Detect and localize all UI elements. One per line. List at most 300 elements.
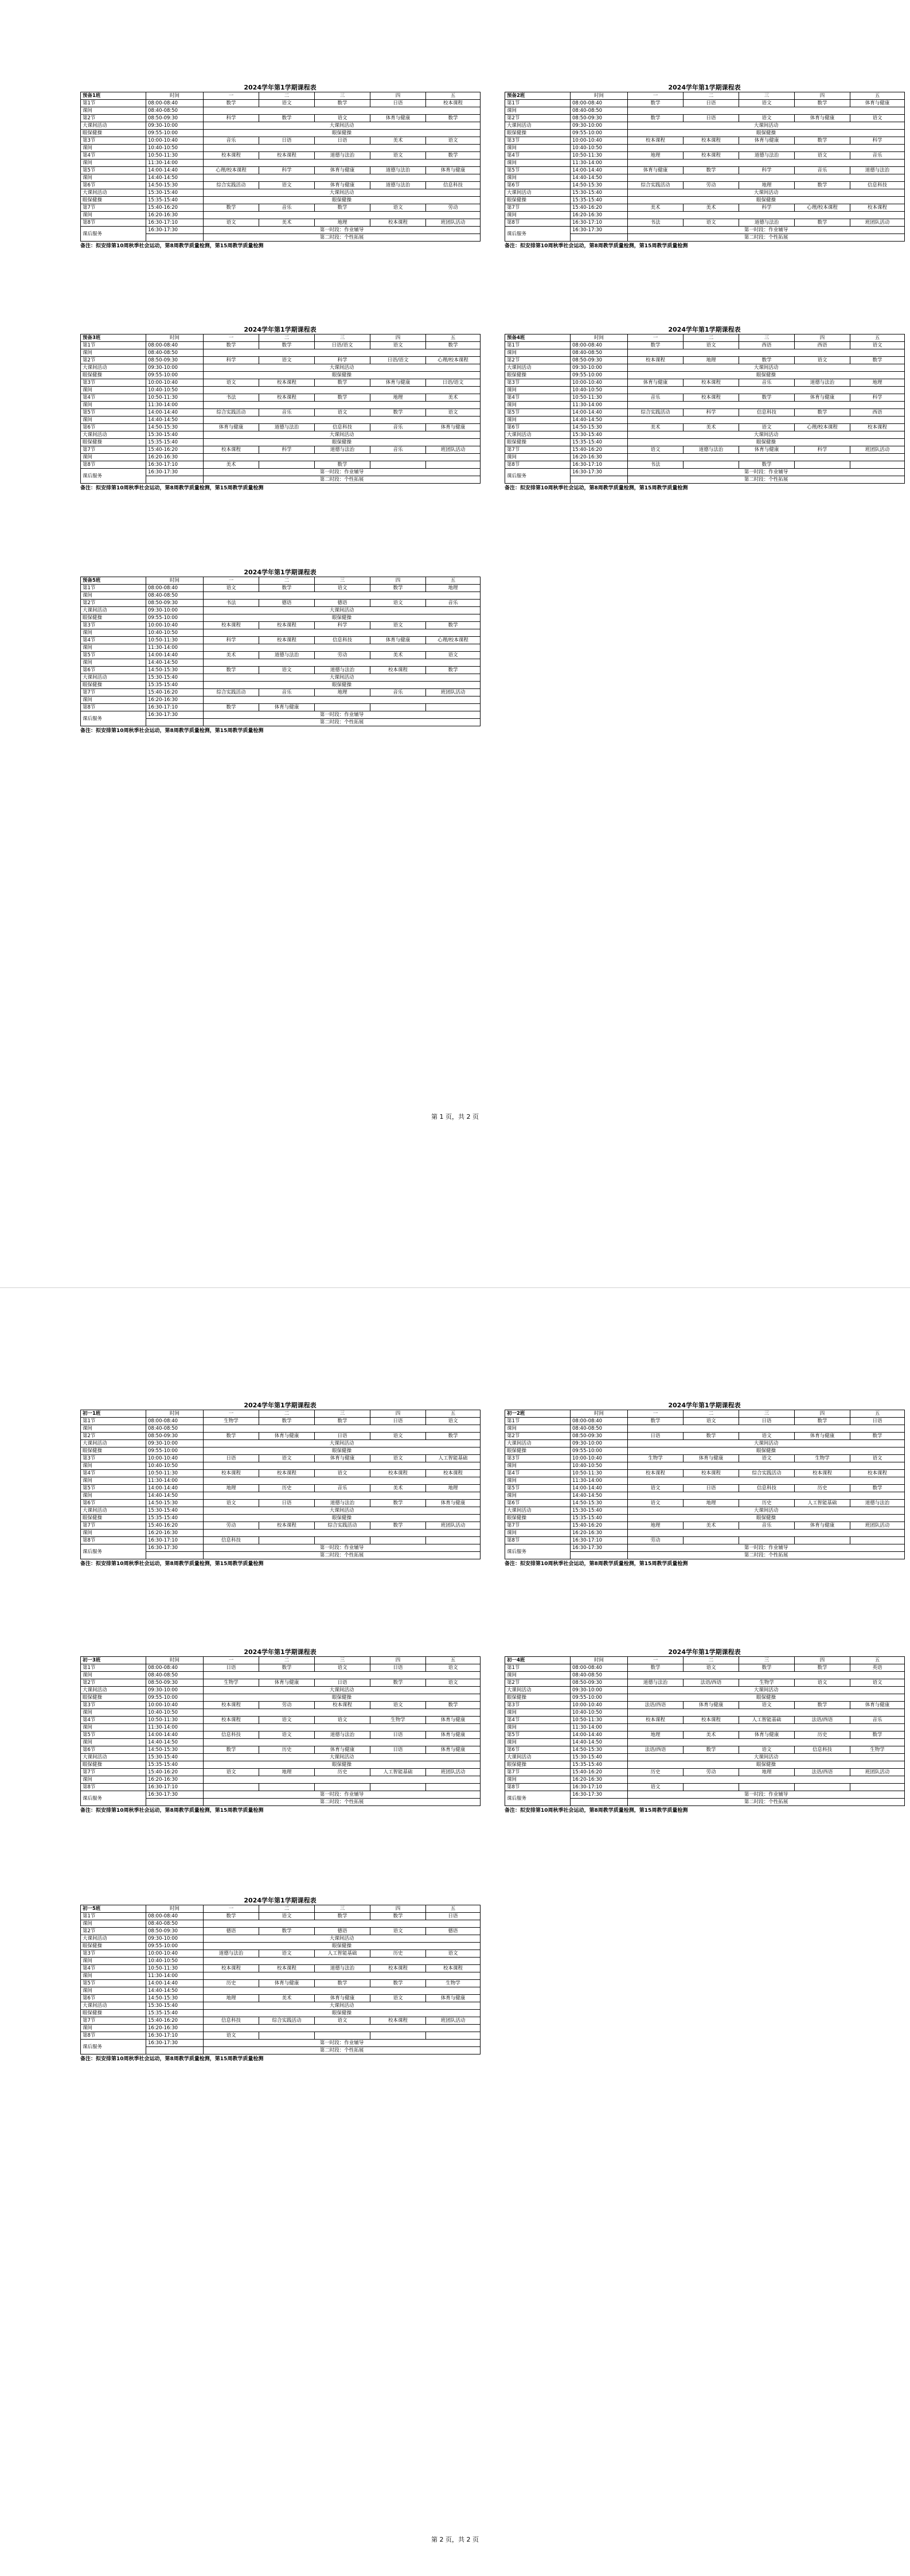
course-cell: 班团队活动 <box>426 689 481 696</box>
header-cell: 四 <box>370 577 426 585</box>
course-cell: 数学 <box>739 394 795 402</box>
timetable-title: 2024学年第1学期课程表 <box>244 326 317 333</box>
course-cell <box>684 1784 739 1791</box>
class-name: 预备3班 <box>81 334 146 342</box>
break-cell <box>204 212 481 219</box>
course-cell: 数学 <box>315 461 370 469</box>
course-cell: 数学 <box>739 461 795 469</box>
course-cell: 体育与健康 <box>684 1455 739 1462</box>
time-cell: 10:00-10:40 <box>146 137 204 145</box>
timetable-note: 备注：拟安排第10周秋季社会运动，第8周教学质量检测，第15周教学质量检测 <box>80 1561 264 1567</box>
row-label: 课间 <box>81 454 146 461</box>
break-row <box>81 1935 481 1943</box>
header-cell: 三 <box>315 1410 370 1418</box>
course-cell: 数学 <box>628 100 684 107</box>
break-row <box>81 1761 481 1769</box>
time-cell: 08:40-08:50 <box>146 1920 204 1928</box>
course-cell: 语文 <box>259 667 315 674</box>
break-cell <box>204 1672 481 1679</box>
row-label: 课间 <box>505 1672 571 1679</box>
header-cell: 时间 <box>146 1905 204 1913</box>
period-label: 第7节 <box>81 204 146 212</box>
time-cell: 15:30-15:40 <box>571 1507 628 1515</box>
period-label: 第3节 <box>505 1455 571 1462</box>
course-cell: 语文 <box>370 622 426 629</box>
row-label: 大课间活动 <box>81 674 146 682</box>
service-label: 课后服务 <box>81 1791 146 1806</box>
service-cell: 第二时段：个性拓展 <box>204 2047 481 2054</box>
course-cell: 语文 <box>315 409 370 417</box>
page-footer: 第 2 页，共 2 页 <box>431 2536 479 2543</box>
course-cell: 道德与法治 <box>315 1500 370 1507</box>
period-row <box>505 461 905 469</box>
row-label: 大课间活动 <box>505 364 571 372</box>
time-cell: 09:55-10:00 <box>571 130 628 137</box>
break-cell <box>628 1739 905 1746</box>
time-cell: 16:30-17:10 <box>146 461 204 469</box>
time-cell: 08:40-08:50 <box>571 107 628 115</box>
break-row <box>505 1761 905 1769</box>
period-row <box>81 1537 481 1544</box>
course-cell: 数学 <box>370 1913 426 1920</box>
course-cell <box>684 1537 739 1544</box>
course-cell: 信息科技 <box>204 1731 259 1739</box>
course-cell: 音乐 <box>259 409 315 417</box>
course-cell: 校本课程 <box>259 637 315 644</box>
row-label: 课间 <box>81 387 146 394</box>
row-label: 课间 <box>505 1425 571 1433</box>
break-cell <box>628 1709 905 1717</box>
course-cell: 人工智能基础 <box>426 1455 481 1462</box>
course-cell: 语文 <box>204 585 259 592</box>
timetable-title: 2024学年第1学期课程表 <box>668 1402 741 1409</box>
time-cell: 16:30-17:30 <box>571 227 628 234</box>
break-row <box>505 1440 905 1447</box>
period-row <box>505 357 905 364</box>
time-cell: 08:40-08:50 <box>571 349 628 357</box>
time-cell: 16:30-17:10 <box>571 1537 628 1544</box>
break-cell: 大课间活动 <box>628 1754 905 1761</box>
break-cell: 大课间活动 <box>628 1440 905 1447</box>
course-cell: 语文 <box>315 115 370 122</box>
period-row <box>81 137 481 145</box>
period-row <box>81 1433 481 1440</box>
period-label: 第2节 <box>505 357 571 364</box>
break-row <box>81 107 481 115</box>
time-cell: 11:30-14:00 <box>146 1477 204 1485</box>
header-cell: 五 <box>850 334 905 342</box>
period-row <box>81 689 481 696</box>
period-row <box>81 219 481 227</box>
timetable-note: 备注：拟安排第10周秋季社会运动，第8周教学质量检测，第15周教学质量检测 <box>505 1561 688 1567</box>
timetable-grid <box>80 1410 481 1559</box>
course-cell: 书法 <box>204 394 259 402</box>
break-row <box>81 1776 481 1784</box>
course-cell: 语文 <box>795 152 850 159</box>
timetable-note: 备注：拟安排第10周秋季社会运动，第8周教学质量检测，第15周教学质量检测 <box>80 1808 264 1814</box>
break-cell <box>204 1739 481 1746</box>
course-cell: 语文 <box>426 137 481 145</box>
time-cell: 08:00-08:40 <box>146 585 204 592</box>
period-label: 第1节 <box>505 342 571 349</box>
break-row <box>81 696 481 704</box>
header-cell: 时间 <box>571 92 628 100</box>
course-cell: 音乐 <box>315 1485 370 1492</box>
course-cell: 体育与健康 <box>426 1746 481 1754</box>
time-cell: 10:50-11:30 <box>146 637 204 644</box>
timetable-grid <box>80 334 481 484</box>
course-cell: 音乐 <box>850 1717 905 1724</box>
service-row <box>505 469 905 476</box>
period-label: 第7节 <box>505 204 571 212</box>
break-row <box>81 614 481 622</box>
period-row <box>81 1664 481 1672</box>
break-cell: 大课间活动 <box>204 1754 481 1761</box>
period-row <box>505 394 905 402</box>
course-cell: 日语 <box>628 1433 684 1440</box>
time-cell: 09:55-10:00 <box>146 1694 204 1702</box>
course-cell: 综合实践活动 <box>315 1522 370 1530</box>
course-cell: 劳动 <box>628 1537 684 1544</box>
period-row <box>505 342 905 349</box>
break-row <box>81 674 481 682</box>
break-row <box>505 1462 905 1470</box>
course-cell: 历史 <box>259 1746 315 1754</box>
time-cell: 08:00-08:40 <box>146 1418 204 1425</box>
course-cell: 音乐 <box>426 600 481 607</box>
course-cell: 历史 <box>795 1731 850 1739</box>
period-row <box>505 1702 905 1709</box>
timetable <box>505 325 904 492</box>
course-cell: 地理 <box>739 1769 795 1776</box>
course-cell: 校本课程 <box>315 1702 370 1709</box>
course-cell: 校本课程 <box>204 1702 259 1709</box>
break-row <box>81 1672 481 1679</box>
class-name: 预备1班 <box>81 92 146 100</box>
course-cell <box>315 1537 370 1544</box>
break-cell <box>204 659 481 667</box>
time-cell <box>146 1799 204 1806</box>
course-cell: 校本课程 <box>370 1965 426 1972</box>
break-row <box>505 197 905 204</box>
time-cell: 16:20-16:30 <box>571 1776 628 1784</box>
course-cell <box>370 1784 426 1791</box>
course-cell: 体育与健康 <box>628 167 684 174</box>
course-cell: 综合实践活动 <box>739 1470 795 1477</box>
course-cell <box>739 1784 795 1791</box>
course-cell: 道德与法治 <box>684 446 739 454</box>
course-cell <box>259 1784 315 1791</box>
time-cell: 08:50-09:30 <box>146 1433 204 1440</box>
time-cell: 08:00-08:40 <box>571 1418 628 1425</box>
row-label: 大课间活动 <box>505 431 571 439</box>
course-cell <box>795 1537 850 1544</box>
break-cell: 大课间活动 <box>204 1507 481 1515</box>
class-name: 初一3班 <box>81 1657 146 1664</box>
row-label: 课间 <box>81 659 146 667</box>
course-cell: 校本课程 <box>259 622 315 629</box>
time-cell: 15:30-15:40 <box>571 1754 628 1761</box>
break-cell <box>204 2025 481 2032</box>
course-cell: 日语 <box>739 1418 795 1425</box>
row-label: 课间 <box>81 1920 146 1928</box>
period-label: 第5节 <box>81 167 146 174</box>
time-cell <box>146 1552 204 1559</box>
course-cell <box>370 704 426 711</box>
time-cell: 14:40-14:50 <box>571 417 628 424</box>
break-cell <box>204 402 481 409</box>
course-cell: 体育与健康 <box>426 167 481 174</box>
period-label: 第5节 <box>505 1731 571 1739</box>
timetable-note: 备注：拟安排第10周秋季社会运动，第8周教学质量检测，第15周教学质量检测 <box>505 243 688 249</box>
course-cell: 体育与健康 <box>739 1731 795 1739</box>
course-cell: 道德与法治 <box>795 379 850 387</box>
period-row <box>81 1995 481 2002</box>
course-cell: 人工智能基础 <box>739 1717 795 1724</box>
course-cell: 日语 <box>370 100 426 107</box>
time-cell: 10:40-10:50 <box>146 1462 204 1470</box>
period-label: 第6节 <box>505 424 571 431</box>
row-label: 课间 <box>81 1462 146 1470</box>
course-cell: 语文 <box>628 1784 684 1791</box>
break-row <box>81 349 481 357</box>
break-row <box>505 189 905 197</box>
time-cell: 14:40-14:50 <box>146 1739 204 1746</box>
row-label: 大课间活动 <box>81 1507 146 1515</box>
service-label: 课后服务 <box>81 711 146 726</box>
period-row <box>505 1731 905 1739</box>
break-cell: 大课间活动 <box>204 1935 481 1943</box>
row-label: 课间 <box>81 107 146 115</box>
period-row <box>81 357 481 364</box>
row-label: 课间 <box>81 696 146 704</box>
course-cell <box>426 2032 481 2040</box>
time-cell: 14:00-14:40 <box>571 409 628 417</box>
time-cell: 10:00-10:40 <box>571 379 628 387</box>
row-label: 课间 <box>81 1972 146 1980</box>
time-cell: 08:40-08:50 <box>571 1672 628 1679</box>
header-row <box>81 1657 481 1664</box>
time-cell: 10:40-10:50 <box>146 1958 204 1965</box>
time-cell: 08:50-09:30 <box>146 1928 204 1935</box>
break-cell <box>204 387 481 394</box>
period-label: 第7节 <box>81 1769 146 1776</box>
service-cell: 第二时段：个性拓展 <box>628 1799 905 1806</box>
course-cell: 语文 <box>259 1950 315 1958</box>
period-label: 第4节 <box>505 394 571 402</box>
class-name: 初一2班 <box>505 1410 571 1418</box>
break-cell: 眼保健操 <box>204 1943 481 1950</box>
row-label: 课间 <box>81 1530 146 1537</box>
time-cell <box>146 476 204 484</box>
period-label: 第7节 <box>81 2017 146 2025</box>
course-cell: 语文 <box>739 1746 795 1754</box>
course-cell: 班团队活动 <box>850 1769 905 1776</box>
row-label: 大课间活动 <box>505 1687 571 1694</box>
course-cell: 校本课程 <box>370 2017 426 2025</box>
break-row <box>81 431 481 439</box>
period-row <box>505 137 905 145</box>
time-cell: 15:35-15:40 <box>146 2010 204 2017</box>
course-cell <box>426 1784 481 1791</box>
service-row <box>81 227 481 234</box>
break-cell <box>628 212 905 219</box>
course-cell: 数学 <box>370 1679 426 1687</box>
course-cell: 法语/西语 <box>795 1769 850 1776</box>
course-cell: 地理 <box>684 1500 739 1507</box>
period-row <box>505 1433 905 1440</box>
time-cell: 16:30-17:30 <box>146 1544 204 1552</box>
period-row <box>81 2017 481 2025</box>
period-label: 第6节 <box>505 1746 571 1754</box>
course-cell: 数学 <box>739 357 795 364</box>
course-cell <box>426 1537 481 1544</box>
time-cell: 14:40-14:50 <box>571 174 628 182</box>
break-cell <box>204 1492 481 1500</box>
period-label: 第5节 <box>81 1980 146 1987</box>
row-label: 眼保健操 <box>505 130 571 137</box>
service-cell: 第一时段：作业辅导 <box>628 469 905 476</box>
course-cell: 校本课程 <box>204 622 259 629</box>
time-cell: 10:40-10:50 <box>571 387 628 394</box>
course-cell: 道德与法治 <box>315 1965 370 1972</box>
time-cell: 14:40-14:50 <box>146 1987 204 1995</box>
break-cell <box>204 1425 481 1433</box>
course-cell: 历史 <box>628 1769 684 1776</box>
timetable-title: 2024学年第1学期课程表 <box>668 1648 741 1656</box>
service-label: 课后服务 <box>505 1544 571 1559</box>
break-cell <box>628 174 905 182</box>
break-cell: 眼保健操 <box>204 1761 481 1769</box>
course-cell: 科学 <box>315 622 370 629</box>
course-cell: 生物学 <box>426 1980 481 1987</box>
course-cell: 校本课程 <box>628 357 684 364</box>
service-cell: 第一时段：作业辅导 <box>628 1791 905 1799</box>
break-row <box>505 1425 905 1433</box>
header-cell: 时间 <box>146 577 204 585</box>
course-cell: 语文 <box>204 379 259 387</box>
break-cell: 大课间活动 <box>204 122 481 130</box>
time-cell <box>146 719 204 726</box>
row-label: 课间 <box>505 174 571 182</box>
header-cell: 二 <box>684 1657 739 1664</box>
row-label: 课间 <box>505 1492 571 1500</box>
row-label: 课间 <box>81 159 146 167</box>
row-label: 课间 <box>505 349 571 357</box>
time-cell: 15:40-16:20 <box>146 204 204 212</box>
break-row <box>81 1943 481 1950</box>
course-cell: 校本课程 <box>684 379 739 387</box>
break-row <box>505 159 905 167</box>
course-cell: 日语 <box>204 1664 259 1672</box>
break-cell <box>204 1477 481 1485</box>
course-cell: 语文 <box>259 1913 315 1920</box>
time-cell: 15:35-15:40 <box>146 197 204 204</box>
row-label: 大课间活动 <box>81 431 146 439</box>
course-cell: 班团队活动 <box>850 446 905 454</box>
row-label: 课间 <box>81 1672 146 1679</box>
break-row <box>81 644 481 652</box>
course-cell: 日语 <box>370 1664 426 1672</box>
timetable-note: 备注：拟安排第10周秋季社会运动，第8周教学质量检测，第15周教学质量检测 <box>80 243 264 249</box>
break-row <box>81 439 481 446</box>
period-row <box>81 1485 481 1492</box>
break-cell: 大课间活动 <box>628 189 905 197</box>
time-cell: 16:20-16:30 <box>146 1776 204 1784</box>
period-label: 第4节 <box>81 1470 146 1477</box>
course-cell: 语文 <box>795 1679 850 1687</box>
time-cell: 14:00-14:40 <box>146 167 204 174</box>
course-cell: 体育与健康 <box>795 1522 850 1530</box>
period-label: 第2节 <box>505 1433 571 1440</box>
break-cell: 眼保健操 <box>628 197 905 204</box>
break-row <box>505 174 905 182</box>
time-cell: 16:30-17:30 <box>571 1544 628 1552</box>
header-cell: 一 <box>204 577 259 585</box>
header-cell: 一 <box>628 1657 684 1664</box>
break-row <box>81 1958 481 1965</box>
break-row <box>505 107 905 115</box>
course-cell: 数学 <box>426 115 481 122</box>
course-cell: 体育与健康 <box>795 394 850 402</box>
course-cell: 校本课程 <box>628 1717 684 1724</box>
break-row <box>505 1447 905 1455</box>
course-cell: 数学 <box>370 1522 426 1530</box>
course-cell: 音乐 <box>259 689 315 696</box>
course-cell: 历史 <box>739 1500 795 1507</box>
break-row <box>505 387 905 394</box>
time-cell: 08:50-09:30 <box>146 115 204 122</box>
break-cell: 大课间活动 <box>204 1687 481 1694</box>
course-cell: 校本课程 <box>628 1470 684 1477</box>
course-cell: 日语 <box>426 1913 481 1920</box>
course-cell: 音乐 <box>204 137 259 145</box>
period-row <box>505 1784 905 1791</box>
course-cell: 生物学 <box>204 1418 259 1425</box>
time-cell: 08:50-09:30 <box>146 357 204 364</box>
break-row <box>505 372 905 379</box>
time-cell: 15:30-15:40 <box>146 1507 204 1515</box>
break-cell: 眼保健操 <box>628 439 905 446</box>
course-cell: 数学 <box>315 1980 370 1987</box>
course-cell: 校本课程 <box>850 424 905 431</box>
course-cell: 英语 <box>850 1664 905 1672</box>
course-cell: 体育与健康 <box>259 1980 315 1987</box>
period-row <box>81 600 481 607</box>
time-cell: 16:30-17:10 <box>146 1784 204 1791</box>
time-cell: 14:50-15:30 <box>571 424 628 431</box>
break-row <box>81 189 481 197</box>
course-cell: 语文 <box>850 1679 905 1687</box>
header-cell: 一 <box>628 1410 684 1418</box>
break-row <box>81 1694 481 1702</box>
break-row <box>81 2025 481 2032</box>
time-cell: 10:00-10:40 <box>146 622 204 629</box>
period-label: 第2节 <box>81 1679 146 1687</box>
period-label: 第8节 <box>505 461 571 469</box>
header-cell: 一 <box>204 1657 259 1664</box>
course-cell: 语文 <box>204 1500 259 1507</box>
break-cell: 眼保健操 <box>204 372 481 379</box>
time-cell <box>571 476 628 484</box>
course-cell: 语文 <box>850 115 905 122</box>
break-cell: 大课间活动 <box>628 1507 905 1515</box>
course-cell: 语文 <box>426 1950 481 1958</box>
timetable <box>80 83 480 250</box>
course-cell: 道德与法治 <box>259 652 315 659</box>
course-cell: 地理 <box>204 1485 259 1492</box>
period-label: 第6节 <box>81 1746 146 1754</box>
